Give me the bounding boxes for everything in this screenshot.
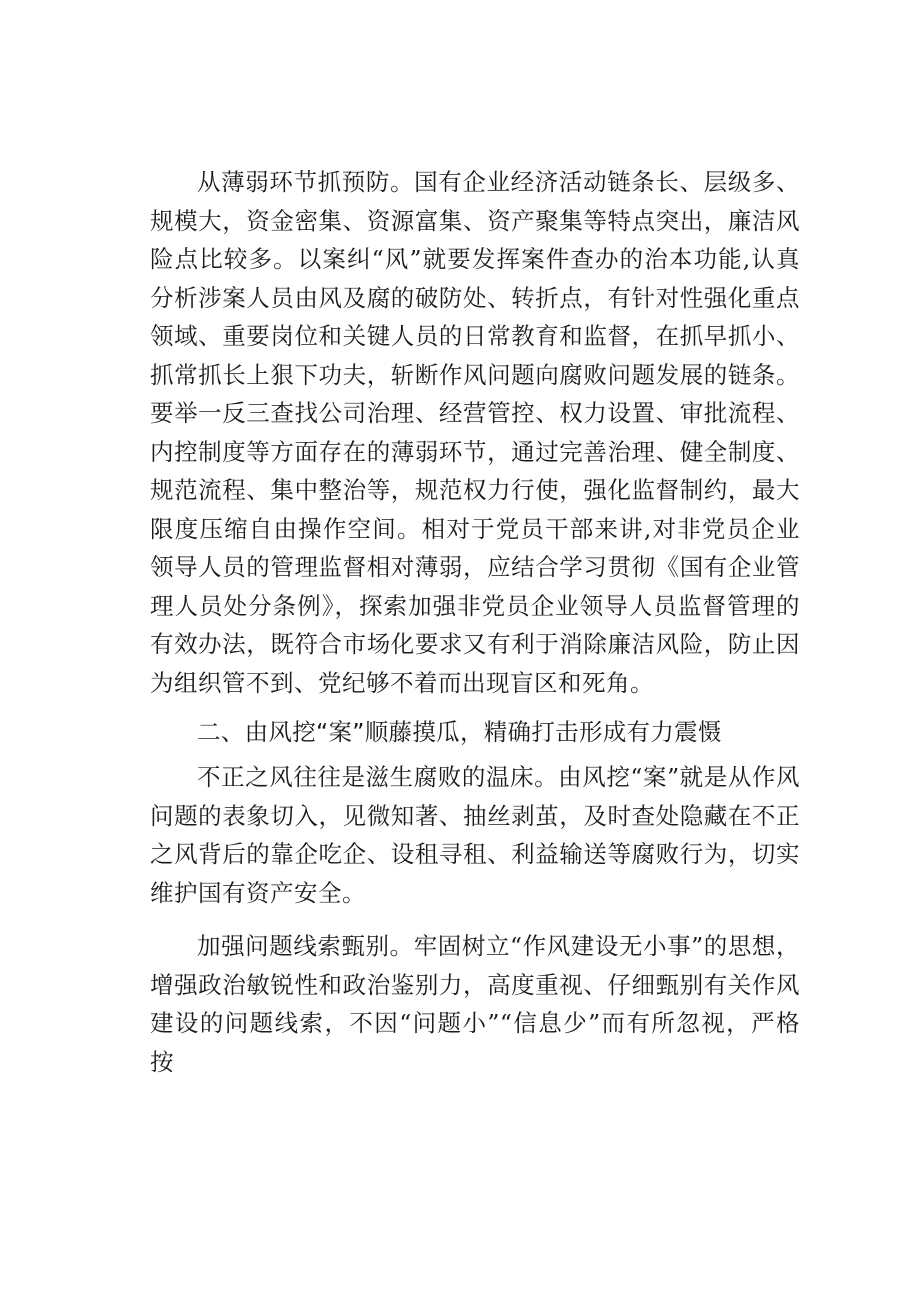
document-page xyxy=(150,163,800,1283)
paragraph-unhealthy-trends: 不正之风往往是滋生腐败的温床。由风挖“案”就是从作风问题的表象切入，见微知著、抽丝剥茧，及时查处隐藏在不正之风背后的靠企吃企、设租寻租、利益输送等腐败行为，切实维护国有资产安全。 xyxy=(150,763,800,907)
paragraph-weak-links-prevention: 从薄弱环节抓预防。国有企业经济活动链条长、层级多、规模大，资金密集、资源富集、资产聚集等特点突出，廉洁风险点比较多。以案纠“风”就要发挥案件查办的治本功能,认真分析涉案人员由风及腐的破防处、转折点，有针对性强化重点领域、重要岗位和关键人员的日常教育和监督，在抓早抓小、抓常抓长上狠下功夫，斩断作风问题向腐败问题发展的链条。要举一反三查找公司治理、经营管控、权力设置、审批流程、内控制度等方面存在的薄弱环节，通过完善治理、健全制度、规范流程、集中整治等，规范权力行使，强化监督制约，最大限度压缩自由操作空间。相对于党员干部来讲,对非党员企业领导人员的管理监督相对薄弱，应结合学习贯彻《国有企业管理人员处分条例》，探索加强非党员企业领导人员监督管理的有效办法，既符合市场化要求又有利于消除廉洁风险，防止因为组织管不到、党纪够不着而出现盲区和死角。 xyxy=(150,168,800,697)
paragraph-clue-screening: 加强问题线索甄别。牢固树立“作风建设无小事”的思想，增强政治敏锐性和政治鉴别力，高度重视、仔细甄别有关作风建设的问题线索，不因“问题小”“信息少”而有所忽视，严格按 xyxy=(150,932,800,1076)
section-heading-two: 二、由风挖“案”顺藤摸瓜，精确打击形成有力震慑 xyxy=(197,718,722,746)
